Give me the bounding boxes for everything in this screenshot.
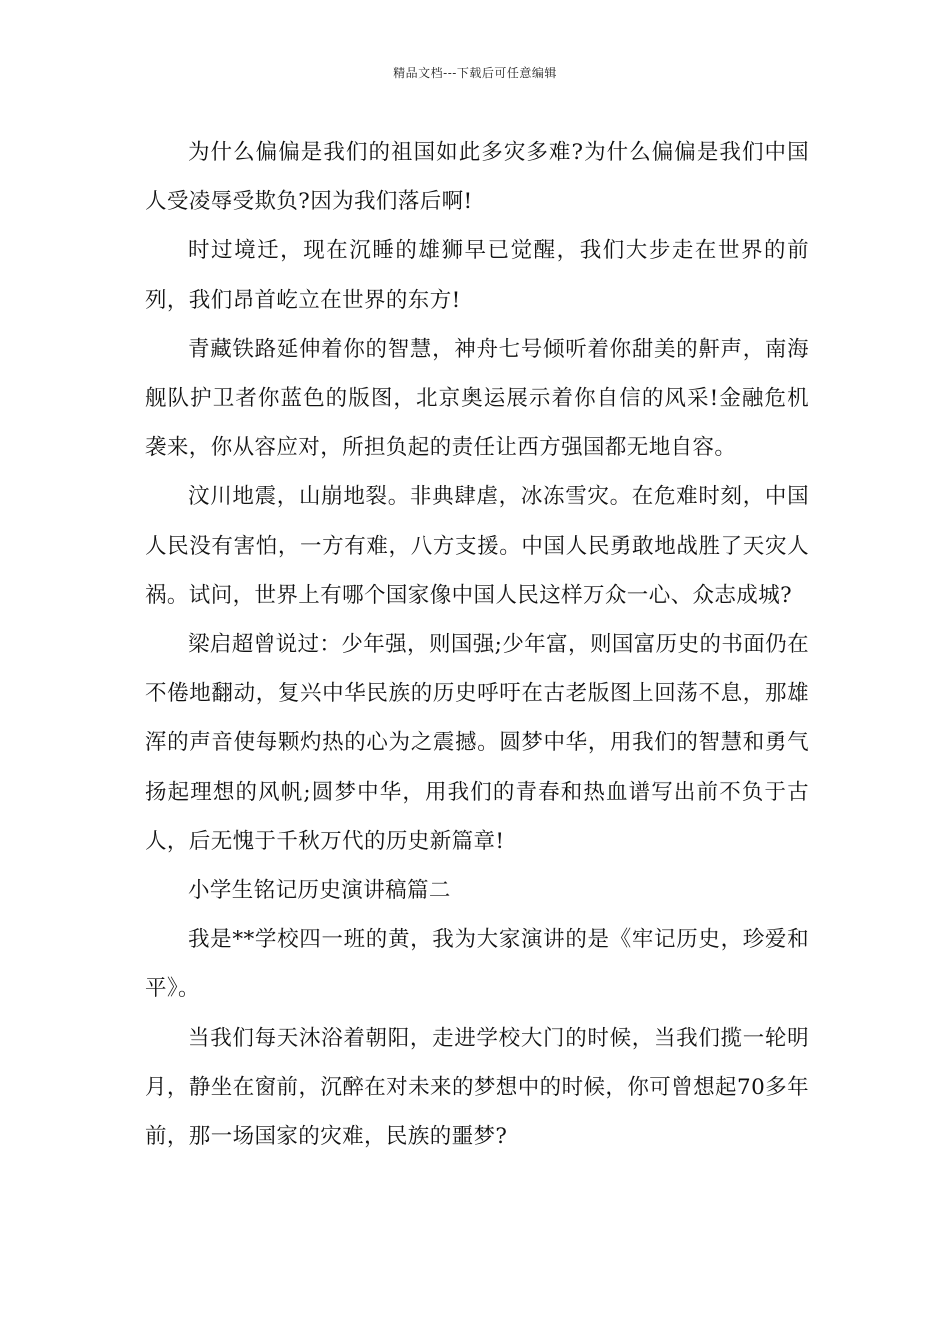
page-header: 精品文档---下载后可任意编辑 [393,66,557,80]
paragraph-5: 梁启超曾说过：少年强，则国强;少年富，则国富历史的书面仍在不倦地翻动，复兴中华民族的历史呼吁在古老版图上回荡不息，那雄浑的声音使每颗灼热的心为之震撼。圆梦中华，用我们的智慧和勇气扬起理想的风帆;圆梦中华，用我们的青春和热血谱写出前不负于古人，后无愧于千秋万代的历史新篇章! [145,632,809,854]
section-heading: 小学生铭记历史演讲稿篇二 [188,878,451,904]
paragraph-4: 汶川地震，山崩地裂。非典肆虐，冰冻雪灾。在危难时刻，中国人民没有害怕，一方有难，八方支援。中国人民勇敢地战胜了天灾人祸。试问，世界上有哪个国家像中国人民这样万众一心、众志成城? [145,484,809,608]
paragraph-2: 时过境迁，现在沉睡的雄狮早已觉醒，我们大步走在世界的前列，我们昂首屹立在世界的东方! [145,238,809,313]
document-body [145,128,809,1161]
paragraph-6: 我是**学校四一班的黄，我为大家演讲的是《牢记历史，珍爱和平》。 [145,927,809,1002]
paragraph-1: 为什么偏偏是我们的祖国如此多灾多难?为什么偏偏是我们中国人受凌辱受欺负?因为我们落后啊! [145,140,809,215]
paragraph-7: 当我们每天沐浴着朝阳，走进学校大门的时候，当我们揽一轮明月，静坐在窗前，沉醉在对未来的梦想中的时候，你可曾想起70多年前，那一场国家的灾难，民族的噩梦? [145,1025,809,1150]
paragraph-3: 青藏铁路延伸着你的智慧，神舟七号倾听着你甜美的鼾声，南海舰队护卫者你蓝色的版图，北京奥运展示着你自信的风采!金融危机袭来，你从容应对，所担负起的责任让西方强国都无地自容。 [145,336,809,461]
